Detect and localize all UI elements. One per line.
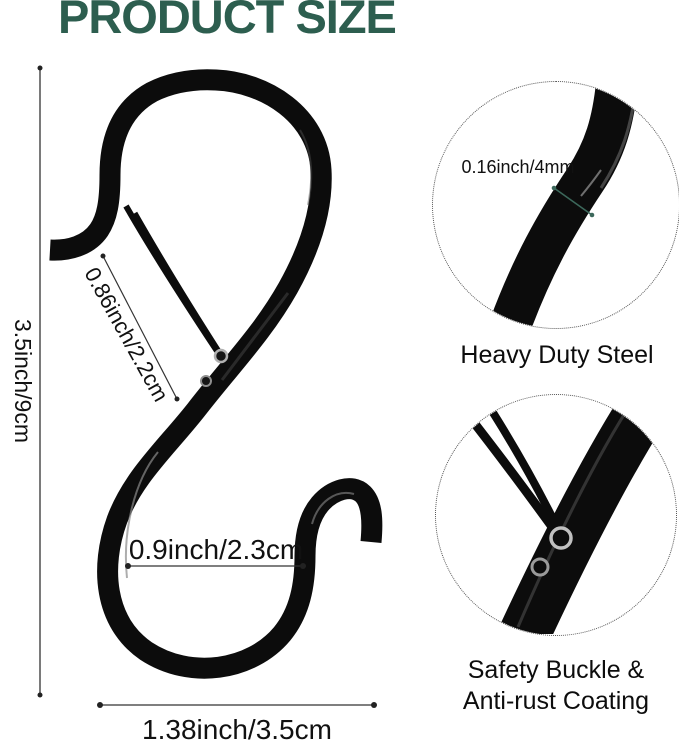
outer-width-dimension-line (97, 702, 377, 708)
thickness-rod (507, 84, 617, 327)
buckle-caption-line1: Safety Buckle & (467, 656, 645, 684)
thickness-label: 0.16inch/4mm (461, 157, 575, 177)
rivet-lower (201, 376, 211, 386)
buckle-callout-art (436, 395, 675, 634)
buckle-caption-line2: Anti-rust Coating (462, 687, 650, 715)
s-hook-highlight (222, 293, 288, 380)
height-dimension-label: 3.5inch/9cm (10, 318, 36, 444)
buckle-callout-circle (435, 394, 677, 636)
safety-buckle-wire-b (135, 213, 222, 356)
buckle-dimension-label: 0.86inch/2.2cm (79, 263, 174, 406)
inner-width-dimension-label: 0.9inch/2.3cm (128, 534, 304, 565)
height-dimension-line (38, 66, 43, 698)
rivet-upper (215, 350, 227, 362)
buckle-callout-wire-b (492, 411, 562, 537)
s-hook-body (50, 80, 372, 668)
buckle-caption (428, 655, 679, 717)
buckle-rivet-2 (532, 559, 548, 575)
thickness-callout-circle (432, 81, 679, 329)
thickness-callout-art (433, 82, 678, 327)
buckle-callout-wire-a (468, 415, 558, 535)
outer-width-dimension-label: 1.38inch/3.5cm (142, 714, 332, 743)
page-title: PRODUCT SIZE (58, 0, 396, 43)
buckle-rivet-1 (551, 528, 571, 548)
thickness-caption: Heavy Duty Steel (460, 341, 654, 369)
